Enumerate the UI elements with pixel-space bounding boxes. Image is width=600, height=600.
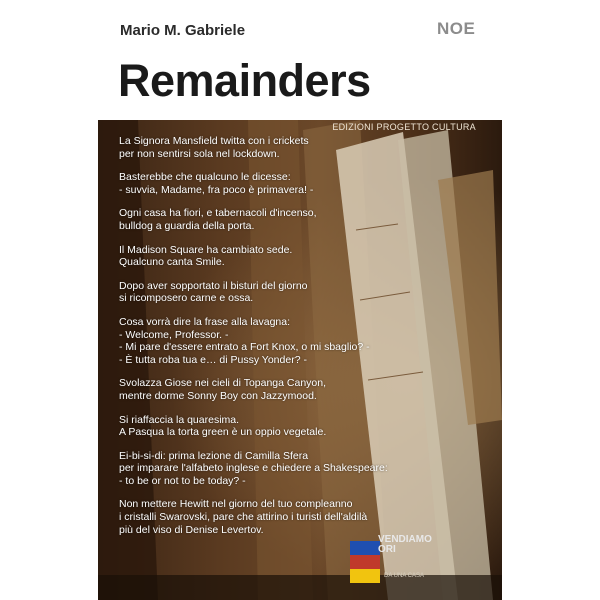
- poem-stanza: [119, 207, 419, 232]
- poem-line: bulldog a guardia della porta.: [119, 219, 255, 232]
- poem-stanza: [119, 244, 419, 269]
- cover-image: [98, 120, 502, 600]
- poem-stanza: [119, 450, 419, 488]
- poem-text: [119, 135, 419, 547]
- poem-line: Svolazza Giose nei cieli di Topanga Canyon,: [119, 377, 327, 390]
- poem-line: - È tutta roba tua e… di Pussy Yonder? -: [119, 353, 307, 366]
- poem-stanza: [119, 280, 419, 305]
- author-name: Mario M. Gabriele: [120, 22, 246, 39]
- poem-line: Dopo aver sopportato il bisturi del giorno: [119, 279, 308, 292]
- logo-line1: VENDIAMO: [378, 534, 432, 545]
- poem-line: i cristalli Swarovski, pare che attirino i turisti dell'aldilà: [119, 511, 368, 524]
- poem-line: mentre dorme Sonny Boy con Jazzymood.: [119, 389, 317, 402]
- poem-line: per non sentirsi sola nel lockdown.: [119, 147, 280, 160]
- poem-line: A Pasqua la torta green è un oppio vegetale.: [119, 426, 327, 439]
- poem-line: più del viso di Denise Levertov.: [119, 523, 264, 536]
- publisher-label: EDIZIONI PROGETTO CULTURA: [332, 122, 476, 132]
- series-label: NOE: [437, 19, 476, 38]
- poem-line: La Signora Mansfield twitta con i crickets: [119, 135, 309, 147]
- logo-text: [378, 535, 432, 555]
- poem-line: per imparare l'alfabeto inglese e chiedere a Shakespeare:: [119, 462, 388, 475]
- poem-stanza: [119, 135, 419, 160]
- poem-stanza: [119, 414, 419, 439]
- poem-stanza: [119, 377, 419, 402]
- poem-line: - Mi pare d'essere entrato a Fort Knox, o mi sbaglio? -: [119, 341, 370, 354]
- poem-line: Ogni casa ha fiori, e tabernacoli d'incenso,: [119, 207, 317, 220]
- poem-line: Qualcuno canta Smile.: [119, 256, 225, 269]
- poem-line: - Welcome, Professor. -: [119, 328, 229, 341]
- poem-line: Si riaffaccia la quaresima.: [119, 413, 240, 426]
- poem-line: - to be or not to be today? -: [119, 474, 246, 487]
- logo-mark-icon: [350, 529, 380, 589]
- poem-line: Cosa vorrà dire la frase alla lavagna:: [119, 315, 291, 328]
- poem-line: Il Madison Square ha cambiato sede.: [119, 243, 293, 256]
- poem-stanza: [119, 316, 419, 366]
- publisher-logo: [350, 529, 460, 595]
- book-title: Remainders: [118, 55, 371, 106]
- logo-subtitle: DA UNA CASA: [384, 573, 425, 579]
- logo-line2: ORI: [378, 544, 396, 555]
- poem-line: Ei-bi-si-di: prima lezione di Camilla Sfera: [119, 449, 309, 462]
- poem-line: Non mettere Hewitt nel giorno del tuo compleanno: [119, 498, 353, 511]
- poem-line: - suvvia, Madame, fra poco è primavera! -: [119, 183, 314, 196]
- poem-stanza: [119, 171, 419, 196]
- poem-line: si ricomposero carne e ossa.: [119, 292, 254, 305]
- poem-line: Basterebbe che qualcuno le dicesse:: [119, 171, 291, 184]
